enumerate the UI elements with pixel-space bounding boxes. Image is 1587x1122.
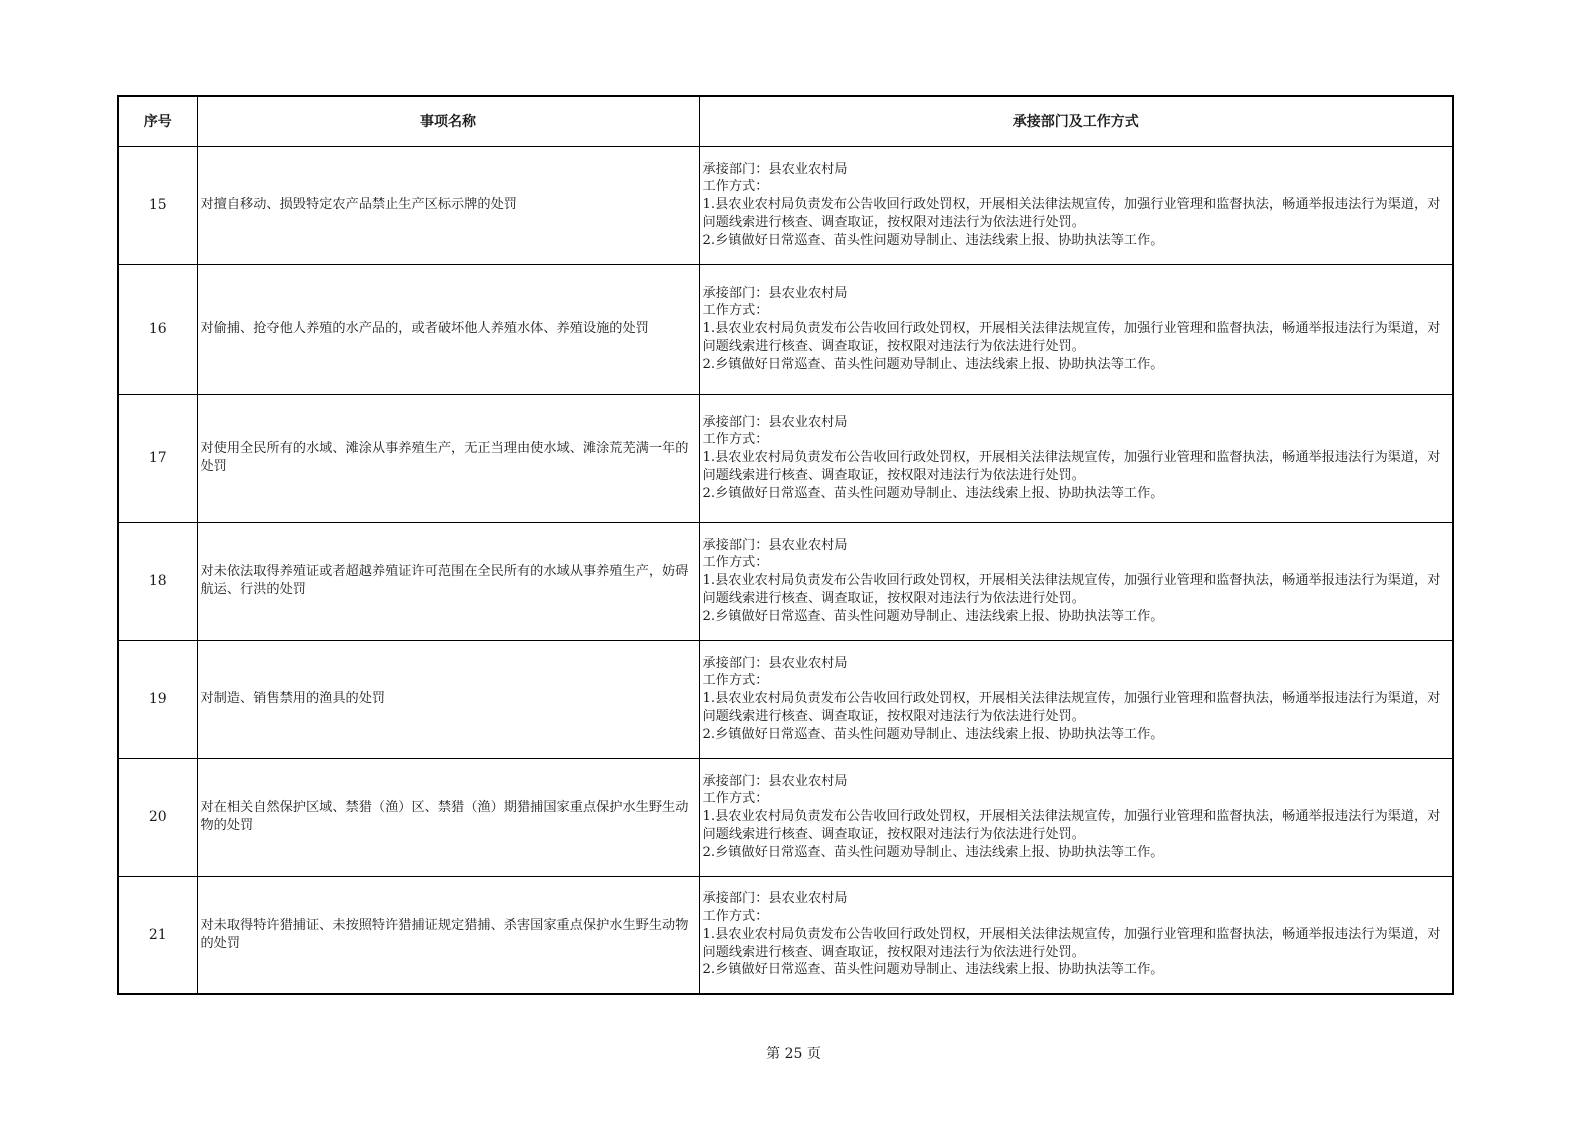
method-item-1: 1.县农业农村局负责发布公告收回行政处罚权，开展相关法律法规宣传，加强行业管理和监督执法，畅通举报违法行为渠道，对问题线索进行核查、调查取证，按权限对违法行为依法进行处罚。: [702, 321, 1441, 354]
method-label: 工作方式：: [702, 909, 769, 925]
method-label: 工作方式：: [702, 791, 769, 807]
items-table: [117, 95, 1454, 995]
method-item-2: 2.乡镇做好日常巡查、苗头性问题劝导制止、违法线索上报、协助执法等工作。: [702, 356, 1164, 372]
table-row: [118, 146, 1453, 264]
department-line: 承接部门：县农业农村局: [702, 891, 848, 907]
table-row: [118, 394, 1453, 522]
method-item-1: 1.县农业农村局负责发布公告收回行政处罚权，开展相关法律法规宣传，加强行业管理和监督执法，畅通举报违法行为渠道，对问题线索进行核查、调查取证，按权限对违法行为依法进行处罚。: [702, 197, 1441, 230]
table-header-row: [118, 96, 1453, 146]
table-row: [118, 522, 1453, 640]
row-department-method: [699, 146, 1453, 264]
department-line: 承接部门：县农业农村局: [702, 655, 848, 671]
method-item-1: 1.县农业农村局负责发布公告收回行政处罚权，开展相关法律法规宣传，加强行业管理和监督执法，畅通举报违法行为渠道，对问题线索进行核查、调查取证，按权限对违法行为依法进行处罚。: [702, 926, 1441, 960]
department-line: 承接部门：县农业农村局: [702, 414, 848, 430]
method-item-2: 2.乡镇做好日常巡查、苗头性问题劝导制止、违法线索上报、协助执法等工作。: [702, 485, 1164, 501]
method-label: 工作方式：: [702, 432, 769, 448]
row-serial-number: 19: [118, 640, 197, 758]
method-item-2: 2.乡镇做好日常巡查、苗头性问题劝导制止、违法线索上报、协助执法等工作。: [702, 608, 1164, 624]
table-row: [118, 264, 1453, 394]
header-serial-number: 序号: [118, 96, 197, 146]
row-item-name: 对制造、销售禁用的渔具的处罚: [197, 640, 699, 758]
row-item-name: 对擅自移动、损毁特定农产品禁止生产区标示牌的处罚: [197, 146, 699, 264]
row-department-method: [699, 264, 1453, 394]
row-item-name: 对未依法取得养殖证或者超越养殖证许可范围在全民所有的水域从事养殖生产，妨碍航运、行洪的处罚: [197, 522, 699, 640]
method-label: 工作方式：: [702, 303, 769, 319]
department-line: 承接部门：县农业农村局: [702, 161, 848, 177]
method-item-2: 2.乡镇做好日常巡查、苗头性问题劝导制止、违法线索上报、协助执法等工作。: [702, 726, 1164, 742]
row-serial-number: 18: [118, 522, 197, 640]
table-row: [118, 876, 1453, 994]
page-number: 第 25 页: [766, 1046, 821, 1062]
row-serial-number: 21: [118, 876, 197, 994]
department-line: 承接部门：县农业农村局: [702, 537, 848, 553]
method-label: 工作方式：: [702, 179, 769, 195]
method-item-1: 1.县农业农村局负责发布公告收回行政处罚权，开展相关法律法规宣传，加强行业管理和监督执法，畅通举报违法行为渠道，对问题线索进行核查、调查取证，按权限对违法行为依法进行处罚。: [702, 573, 1441, 606]
row-serial-number: 17: [118, 394, 197, 522]
department-line: 承接部门：县农业农村局: [702, 285, 848, 301]
header-department-method: 承接部门及工作方式: [699, 96, 1453, 146]
row-serial-number: 16: [118, 264, 197, 394]
method-label: 工作方式：: [702, 673, 769, 689]
row-item-name: 对使用全民所有的水域、滩涂从事养殖生产，无正当理由使水域、滩涂荒芜满一年的处罚: [197, 394, 699, 522]
method-label: 工作方式：: [702, 555, 769, 571]
method-item-2: 2.乡镇做好日常巡查、苗头性问题劝导制止、违法线索上报、协助执法等工作。: [702, 962, 1164, 978]
method-item-1: 1.县农业农村局负责发布公告收回行政处罚权，开展相关法律法规宣传，加强行业管理和监督执法，畅通举报违法行为渠道，对问题线索进行核查、调查取证，按权限对违法行为依法进行处罚。: [702, 691, 1441, 724]
department-line: 承接部门：县农业农村局: [702, 773, 848, 789]
table-row: [118, 640, 1453, 758]
row-department-method: [699, 876, 1453, 994]
row-department-method: [699, 394, 1453, 522]
row-department-method: [699, 640, 1453, 758]
row-item-name: 对偷捕、抢夺他人养殖的水产品的，或者破坏他人养殖水体、养殖设施的处罚: [197, 264, 699, 394]
row-department-method: [699, 522, 1453, 640]
row-item-name: 对未取得特许猎捕证、未按照特许猎捕证规定猎捕、杀害国家重点保护水生野生动物的处罚: [197, 876, 699, 994]
method-item-2: 2.乡镇做好日常巡查、苗头性问题劝导制止、违法线索上报、协助执法等工作。: [702, 844, 1164, 860]
row-serial-number: 15: [118, 146, 197, 264]
row-department-method: [699, 758, 1453, 876]
header-item-name: 事项名称: [197, 96, 699, 146]
method-item-1: 1.县农业农村局负责发布公告收回行政处罚权，开展相关法律法规宣传，加强行业管理和监督执法，畅通举报违法行为渠道，对问题线索进行核查、调查取证，按权限对违法行为依法进行处罚。: [702, 809, 1441, 842]
table-row: [118, 758, 1453, 876]
row-serial-number: 20: [118, 758, 197, 876]
method-item-1: 1.县农业农村局负责发布公告收回行政处罚权，开展相关法律法规宣传，加强行业管理和监督执法，畅通举报违法行为渠道，对问题线索进行核查、调查取证，按权限对违法行为依法进行处罚。: [702, 450, 1441, 483]
method-item-2: 2.乡镇做好日常巡查、苗头性问题劝导制止、违法线索上报、协助执法等工作。: [702, 232, 1164, 248]
row-item-name: 对在相关自然保护区域、禁猎（渔）区、禁猎（渔）期猎捕国家重点保护水生野生动物的处罚: [197, 758, 699, 876]
